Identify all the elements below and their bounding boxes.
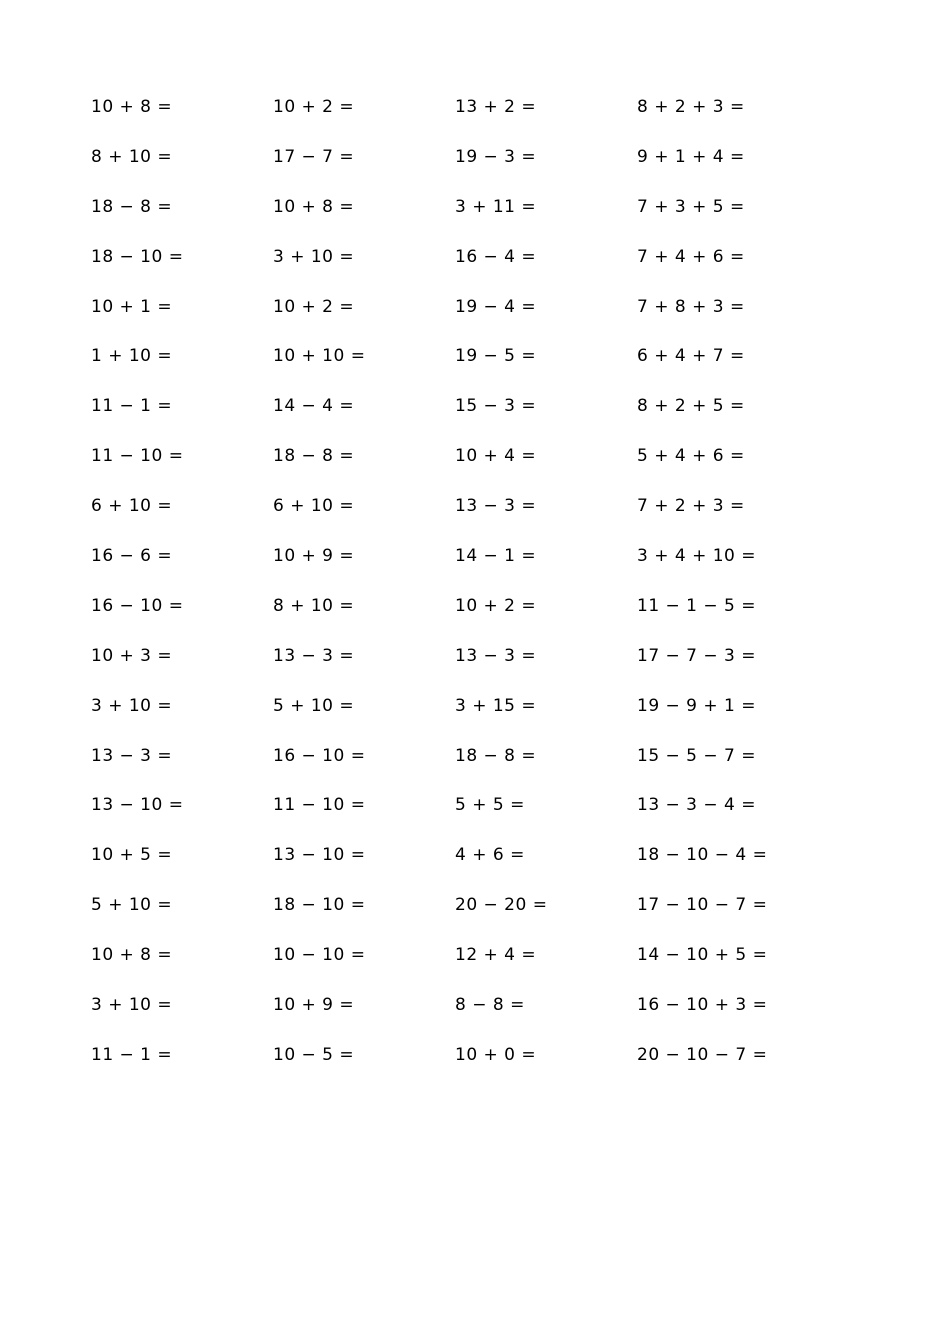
math-problem: 17 − 10 − 7 = <box>637 895 768 916</box>
math-problem: 7 + 3 + 5 = <box>637 196 745 217</box>
problem-row <box>91 693 851 743</box>
problem-row <box>91 443 851 493</box>
problem-row <box>91 1042 851 1092</box>
math-problem: 3 + 11 = <box>455 196 537 217</box>
problem-row <box>91 144 851 194</box>
problem-row <box>91 244 851 294</box>
problem-row <box>91 94 851 144</box>
math-problem: 10 + 5 = <box>91 845 173 866</box>
math-problem: 3 + 4 + 10 = <box>637 546 757 567</box>
math-problem: 20 − 10 − 7 = <box>637 1044 768 1065</box>
problem-row <box>91 792 851 842</box>
math-problem: 1 + 10 = <box>91 346 173 367</box>
math-problem: 10 + 9 = <box>273 995 355 1016</box>
math-problem: 13 − 10 = <box>91 795 184 816</box>
math-problem: 11 − 10 = <box>273 795 366 816</box>
math-problem: 5 + 4 + 6 = <box>637 446 745 467</box>
math-problem: 5 + 5 = <box>455 795 525 816</box>
problem-row <box>91 892 851 942</box>
math-problem: 10 + 8 = <box>91 945 173 966</box>
math-problem: 13 − 3 = <box>91 745 173 766</box>
problem-row <box>91 992 851 1042</box>
math-problem: 8 + 10 = <box>91 146 173 167</box>
math-problem: 11 − 1 − 5 = <box>637 595 757 616</box>
math-problem: 6 + 4 + 7 = <box>637 346 745 367</box>
math-problem: 16 − 6 = <box>91 546 173 567</box>
math-problem: 10 + 2 = <box>273 97 355 117</box>
math-problem: 12 + 4 = <box>455 945 537 966</box>
problem-row <box>91 194 851 244</box>
math-problem: 18 − 10 = <box>91 246 184 267</box>
math-problem: 19 − 3 = <box>455 146 537 167</box>
math-problem: 15 − 3 = <box>455 396 537 417</box>
math-problem: 20 − 20 = <box>455 895 548 916</box>
math-problem: 13 − 3 = <box>273 645 355 666</box>
math-problem: 17 − 7 = <box>273 146 355 167</box>
math-problem: 10 + 8 = <box>91 97 173 117</box>
math-problem: 11 − 1 = <box>91 1044 173 1065</box>
math-problem: 11 − 1 = <box>91 396 173 417</box>
math-problem: 8 + 10 = <box>273 595 355 616</box>
math-problem: 16 − 10 + 3 = <box>637 995 768 1016</box>
problem-row <box>91 643 851 693</box>
math-problem: 10 − 10 = <box>273 945 366 966</box>
math-problem: 10 + 2 = <box>455 595 537 616</box>
math-problem: 8 + 2 + 5 = <box>637 396 745 417</box>
math-problem: 10 + 0 = <box>455 1044 537 1065</box>
math-problem: 9 + 1 + 4 = <box>637 146 745 167</box>
math-problem: 10 + 2 = <box>273 296 355 317</box>
math-problem: 5 + 10 = <box>273 695 355 716</box>
math-problem: 18 − 8 = <box>455 745 537 766</box>
problem-row <box>91 842 851 892</box>
math-problem: 10 + 3 = <box>91 645 173 666</box>
math-problem: 18 − 10 = <box>273 895 366 916</box>
problem-row <box>91 942 851 992</box>
problem-row <box>91 343 851 393</box>
math-problem: 6 + 10 = <box>91 496 173 517</box>
problem-row <box>91 393 851 443</box>
math-problem: 7 + 8 + 3 = <box>637 296 745 317</box>
math-problem: 19 − 4 = <box>455 296 537 317</box>
problem-row <box>91 543 851 593</box>
math-problem: 8 + 2 + 3 = <box>637 97 745 117</box>
math-problem: 3 + 10 = <box>91 695 173 716</box>
math-worksheet <box>91 94 851 1092</box>
math-problem: 10 + 10 = <box>273 346 366 367</box>
math-problem: 15 − 5 − 7 = <box>637 745 757 766</box>
math-problem: 18 − 8 = <box>91 196 173 217</box>
math-problem: 19 − 5 = <box>455 346 537 367</box>
math-problem: 13 + 2 = <box>455 97 537 117</box>
math-problem: 10 + 1 = <box>91 296 173 317</box>
math-problem: 3 + 10 = <box>273 246 355 267</box>
math-problem: 13 − 3 − 4 = <box>637 795 757 816</box>
math-problem: 6 + 10 = <box>273 496 355 517</box>
math-problem: 5 + 10 = <box>91 895 173 916</box>
math-problem: 10 − 5 = <box>273 1044 355 1065</box>
math-problem: 14 − 4 = <box>273 396 355 417</box>
math-problem: 7 + 2 + 3 = <box>637 496 745 517</box>
math-problem: 3 + 15 = <box>455 695 537 716</box>
math-problem: 13 − 3 = <box>455 496 537 517</box>
problem-row <box>91 743 851 793</box>
math-problem: 18 − 8 = <box>273 446 355 467</box>
math-problem: 13 − 3 = <box>455 645 537 666</box>
math-problem: 17 − 7 − 3 = <box>637 645 757 666</box>
math-problem: 3 + 10 = <box>91 995 173 1016</box>
math-problem: 4 + 6 = <box>455 845 525 866</box>
math-problem: 16 − 10 = <box>91 595 184 616</box>
math-problem: 7 + 4 + 6 = <box>637 246 745 267</box>
math-problem: 18 − 10 − 4 = <box>637 845 768 866</box>
math-problem: 10 + 9 = <box>273 546 355 567</box>
math-problem: 14 − 1 = <box>455 546 537 567</box>
math-problem: 16 − 10 = <box>273 745 366 766</box>
math-problem: 10 + 8 = <box>273 196 355 217</box>
math-problem: 14 − 10 + 5 = <box>637 945 768 966</box>
math-problem: 16 − 4 = <box>455 246 537 267</box>
math-problem: 8 − 8 = <box>455 995 525 1016</box>
math-problem: 10 + 4 = <box>455 446 537 467</box>
problem-row <box>91 294 851 344</box>
math-problem: 11 − 10 = <box>91 446 184 467</box>
problem-row <box>91 493 851 543</box>
math-problem: 13 − 10 = <box>273 845 366 866</box>
problem-row <box>91 593 851 643</box>
math-problem: 19 − 9 + 1 = <box>637 695 757 716</box>
